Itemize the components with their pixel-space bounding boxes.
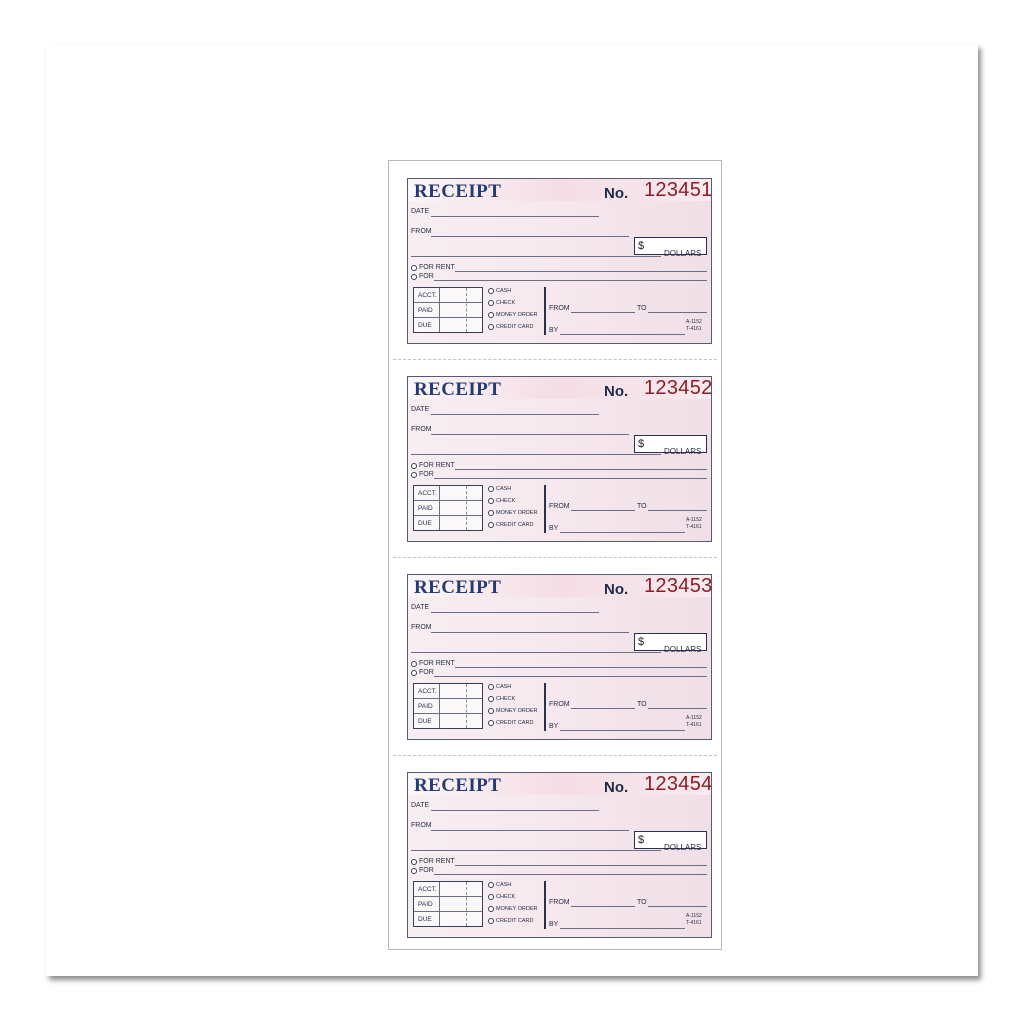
paid-row [414, 699, 482, 714]
paid-row [414, 501, 482, 516]
for-rent-label: FOR RENT [419, 462, 455, 469]
for-line[interactable] [434, 676, 707, 677]
account-box [413, 881, 483, 927]
dollars-label: DOLLARS [664, 843, 702, 852]
cash-label: CASH [496, 288, 512, 294]
period-from-line[interactable] [571, 510, 635, 511]
receipt-form-4 [407, 772, 712, 938]
dollars-label: DOLLARS [664, 645, 702, 654]
section-divider [544, 881, 546, 929]
money-order-label: MONEY ORDER [496, 906, 538, 912]
perforation-line [393, 557, 717, 558]
date-line[interactable] [431, 612, 599, 613]
due-row [414, 318, 482, 333]
period-from-label: FROM [549, 899, 570, 906]
date-label: DATE [411, 208, 430, 215]
receipt-number: 123452 [644, 377, 713, 399]
for-rent-label: FOR RENT [419, 660, 455, 667]
dollars-line[interactable] [411, 652, 661, 653]
date-line[interactable] [431, 216, 599, 217]
credit-card-radio[interactable] [488, 918, 494, 924]
receipt-number: 123451 [644, 179, 713, 201]
check-label: CHECK [496, 696, 516, 702]
dollars-line[interactable] [411, 256, 661, 257]
period-to-line[interactable] [648, 312, 707, 313]
money-order-label: MONEY ORDER [496, 510, 538, 516]
period-to-line[interactable] [648, 906, 707, 907]
for-label: FOR [419, 669, 434, 676]
receipt-form-2 [407, 376, 712, 542]
receipt-form-1 [407, 178, 712, 344]
for-line[interactable] [434, 874, 707, 875]
credit-card-radio[interactable] [488, 522, 494, 528]
for-rent-radio[interactable] [411, 265, 417, 271]
form-code-2: T-4161 [686, 920, 702, 926]
period-from-line[interactable] [571, 708, 635, 709]
credit-card-label: CREDIT CARD [496, 918, 534, 924]
for-label: FOR [419, 273, 434, 280]
acct-row [414, 288, 482, 303]
section-divider [544, 683, 546, 731]
acct-row [414, 882, 482, 897]
dollar-sign: $ [638, 438, 645, 450]
date-label: DATE [411, 802, 430, 809]
receipt-title: RECEIPT [414, 181, 502, 202]
number-label: No. [604, 383, 629, 400]
for-rent-radio[interactable] [411, 859, 417, 865]
money-order-label: MONEY ORDER [496, 312, 538, 318]
due-label: DUE [418, 718, 432, 725]
due-row [414, 714, 482, 729]
dollars-label: DOLLARS [664, 447, 702, 456]
receipt-form-3 [407, 574, 712, 740]
for-rent-line[interactable] [455, 469, 707, 470]
check-radio[interactable] [488, 894, 494, 900]
dollars-line[interactable] [411, 850, 661, 851]
number-label: No. [604, 581, 629, 598]
by-label: BY [549, 525, 559, 532]
period-from-label: FROM [549, 503, 570, 510]
due-label: DUE [418, 916, 432, 923]
for-rent-label: FOR RENT [419, 858, 455, 865]
from-label: FROM [411, 426, 432, 433]
period-to-label: TO [637, 701, 647, 708]
period-to-line[interactable] [648, 708, 707, 709]
form-code-2: T-4161 [686, 722, 702, 728]
by-line[interactable] [560, 928, 685, 929]
perforation-line [393, 359, 717, 360]
cash-radio[interactable] [488, 882, 494, 888]
for-radio[interactable] [411, 670, 417, 676]
for-rent-radio[interactable] [411, 463, 417, 469]
by-line[interactable] [560, 532, 685, 533]
for-rent-label: FOR RENT [419, 264, 455, 271]
date-label: DATE [411, 406, 430, 413]
money-order-radio[interactable] [488, 312, 494, 318]
by-line[interactable] [560, 334, 685, 335]
check-radio[interactable] [488, 300, 494, 306]
check-radio[interactable] [488, 498, 494, 504]
form-code-2: T-4161 [686, 326, 702, 332]
acct-divider [439, 486, 440, 530]
section-divider [544, 485, 546, 533]
for-radio[interactable] [411, 274, 417, 280]
receipt-number: 123454 [644, 773, 713, 795]
cash-label: CASH [496, 882, 512, 888]
form-code-2: T-4161 [686, 524, 702, 530]
for-radio[interactable] [411, 868, 417, 874]
date-line[interactable] [431, 414, 599, 415]
period-from-label: FROM [549, 701, 570, 708]
account-box [413, 287, 483, 333]
check-label: CHECK [496, 300, 516, 306]
due-row [414, 516, 482, 531]
from-label: FROM [411, 624, 432, 631]
for-label: FOR [419, 867, 434, 874]
from-label: FROM [411, 228, 432, 235]
acct-label: ACCT. [418, 292, 437, 299]
check-radio[interactable] [488, 696, 494, 702]
account-box [413, 683, 483, 729]
cents-divider [466, 486, 467, 530]
number-label: No. [604, 779, 629, 796]
date-label: DATE [411, 604, 430, 611]
period-from-line[interactable] [571, 312, 635, 313]
date-line[interactable] [431, 810, 599, 811]
cents-divider [466, 882, 467, 926]
acct-label: ACCT. [418, 886, 437, 893]
section-divider [544, 287, 546, 335]
for-rent-radio[interactable] [411, 661, 417, 667]
from-line[interactable] [431, 830, 629, 831]
acct-row [414, 684, 482, 699]
dollars-line[interactable] [411, 454, 661, 455]
cents-divider [466, 684, 467, 728]
from-label: FROM [411, 822, 432, 829]
money-order-label: MONEY ORDER [496, 708, 538, 714]
due-row [414, 912, 482, 927]
money-order-radio[interactable] [488, 510, 494, 516]
period-to-label: TO [637, 503, 647, 510]
paid-label: PAID [418, 901, 433, 908]
receipt-title: RECEIPT [414, 775, 502, 796]
cash-label: CASH [496, 684, 512, 690]
receipt-title: RECEIPT [414, 577, 502, 598]
product-image-card [46, 44, 978, 976]
by-label: BY [549, 327, 559, 334]
receipt-number: 123453 [644, 575, 713, 597]
dollar-sign: $ [638, 636, 645, 648]
from-line[interactable] [431, 632, 629, 633]
by-label: BY [549, 723, 559, 730]
period-from-label: FROM [549, 305, 570, 312]
acct-divider [439, 684, 440, 728]
number-label: No. [604, 185, 629, 202]
credit-card-label: CREDIT CARD [496, 324, 534, 330]
dollars-label: DOLLARS [664, 249, 702, 258]
cash-radio[interactable] [488, 486, 494, 492]
account-box [413, 485, 483, 531]
dollar-sign: $ [638, 240, 645, 252]
for-rent-line[interactable] [455, 667, 707, 668]
cash-label: CASH [496, 486, 512, 492]
paid-row [414, 303, 482, 318]
from-line[interactable] [431, 434, 629, 435]
check-label: CHECK [496, 498, 516, 504]
period-to-label: TO [637, 899, 647, 906]
receipt-book-sheet [388, 160, 722, 950]
acct-label: ACCT. [418, 688, 437, 695]
paid-label: PAID [418, 505, 433, 512]
for-line[interactable] [434, 478, 707, 479]
paid-row [414, 897, 482, 912]
money-order-radio[interactable] [488, 906, 494, 912]
check-label: CHECK [496, 894, 516, 900]
for-line[interactable] [434, 280, 707, 281]
for-radio[interactable] [411, 472, 417, 478]
credit-card-label: CREDIT CARD [496, 522, 534, 528]
cents-divider [466, 288, 467, 332]
form-code-1: A-1152 [686, 517, 702, 523]
credit-card-radio[interactable] [488, 720, 494, 726]
form-code-1: A-1152 [686, 715, 702, 721]
credit-card-radio[interactable] [488, 324, 494, 330]
period-to-label: TO [637, 305, 647, 312]
due-label: DUE [418, 322, 432, 329]
due-label: DUE [418, 520, 432, 527]
period-to-line[interactable] [648, 510, 707, 511]
form-code-1: A-1152 [686, 913, 702, 919]
acct-divider [439, 288, 440, 332]
for-label: FOR [419, 471, 434, 478]
cash-radio[interactable] [488, 684, 494, 690]
form-code-1: A-1152 [686, 319, 702, 325]
acct-label: ACCT. [418, 490, 437, 497]
by-line[interactable] [560, 730, 685, 731]
money-order-radio[interactable] [488, 708, 494, 714]
for-rent-line[interactable] [455, 271, 707, 272]
paid-label: PAID [418, 307, 433, 314]
acct-row [414, 486, 482, 501]
receipt-title: RECEIPT [414, 379, 502, 400]
paid-label: PAID [418, 703, 433, 710]
credit-card-label: CREDIT CARD [496, 720, 534, 726]
from-line[interactable] [431, 236, 629, 237]
perforation-line [393, 755, 717, 756]
by-label: BY [549, 921, 559, 928]
cash-radio[interactable] [488, 288, 494, 294]
dollar-sign: $ [638, 834, 645, 846]
for-rent-line[interactable] [455, 865, 707, 866]
period-from-line[interactable] [571, 906, 635, 907]
acct-divider [439, 882, 440, 926]
